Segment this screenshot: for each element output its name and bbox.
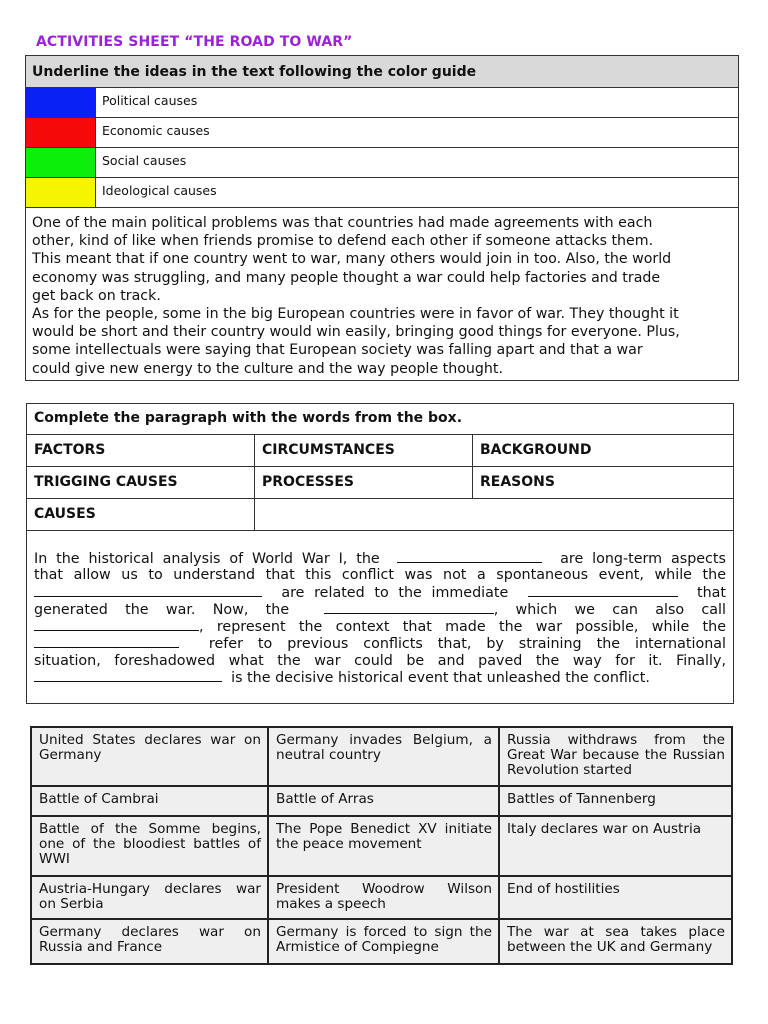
fill-blank[interactable] bbox=[324, 601, 494, 614]
para-line bbox=[34, 669, 726, 686]
word-box-heading: Complete the paragraph with the words from the box. bbox=[27, 404, 733, 435]
event-card[interactable]: Battle of Arras bbox=[269, 787, 500, 817]
color-guide-table bbox=[25, 55, 739, 381]
para-line bbox=[34, 567, 726, 583]
text-line: other, kind of like when friends promise to defend each other if someone attacks them. bbox=[32, 233, 654, 250]
guide-row-social bbox=[26, 148, 738, 178]
fill-blank[interactable] bbox=[528, 584, 678, 597]
event-card[interactable]: President Woodrow Wilson makes a speech bbox=[269, 877, 500, 920]
para-text: that allow us to understand that this conflict was not a spontaneous event, while the bbox=[34, 567, 726, 584]
word-row bbox=[27, 467, 733, 499]
para-text: In the historical analysis of World War I, the bbox=[34, 551, 380, 567]
word-cell: FACTORS bbox=[27, 435, 255, 466]
event-card[interactable]: Germany invades Belgium, a neutral country bbox=[269, 728, 500, 787]
para-line bbox=[34, 618, 726, 635]
guide-label: Economic causes bbox=[102, 123, 210, 138]
guide-label: Social causes bbox=[102, 153, 187, 168]
para-text: is the decisive historical event that unleashed the conflict. bbox=[231, 670, 650, 687]
text-line: could give new energy to the culture and the way people thought. bbox=[32, 360, 503, 377]
fill-in-paragraph bbox=[27, 531, 733, 686]
guide-row-economic bbox=[26, 118, 738, 148]
word-cell: REASONS bbox=[480, 474, 555, 490]
text-line: would be short and their country would win easily, bringing good things for everyone. Plus, bbox=[32, 324, 680, 341]
para-text: are related to the immediate bbox=[281, 584, 509, 601]
word-row bbox=[27, 435, 733, 467]
color-swatch-green bbox=[26, 148, 96, 177]
empty-word-cell bbox=[255, 499, 733, 530]
event-card[interactable]: Italy declares war on Austria bbox=[500, 817, 731, 877]
word-cell: TRIGGING CAUSES bbox=[27, 467, 255, 498]
guide-label: Political causes bbox=[102, 93, 198, 108]
guide-row-ideological bbox=[26, 178, 738, 208]
fill-blank[interactable] bbox=[34, 635, 179, 648]
fill-blank[interactable] bbox=[34, 618, 199, 631]
color-guide-heading: Underline the ideas in the text following the color guide bbox=[26, 56, 738, 88]
para-line bbox=[34, 584, 726, 601]
event-card[interactable]: End of hostilities bbox=[500, 877, 731, 920]
text-line: some intellectuals were saying that European society was falling apart and that a war bbox=[32, 342, 643, 359]
event-card[interactable]: United States declares war on Germany bbox=[32, 728, 269, 787]
events-grid bbox=[30, 726, 733, 965]
event-card[interactable]: Germany declares war on Russia and France bbox=[32, 920, 269, 963]
event-card[interactable]: The Pope Benedict XV initiate the peace movement bbox=[269, 817, 500, 877]
para-text: , which we can also call bbox=[493, 601, 726, 618]
event-card[interactable]: Battles of Tannenberg bbox=[500, 787, 731, 817]
sheet-title: ACTIVITIES SHEET “THE ROAD TO WAR” bbox=[36, 34, 353, 50]
text-line: economy was struggling, and many people thought a war could help factories and trade bbox=[32, 269, 661, 286]
para-line bbox=[34, 635, 726, 652]
para-text: refer to previous conflicts that, by straining the international bbox=[208, 636, 726, 653]
fill-blank[interactable] bbox=[34, 584, 262, 597]
reading-text bbox=[26, 208, 738, 378]
para-text: that bbox=[696, 584, 727, 601]
color-swatch-red bbox=[26, 118, 96, 147]
color-swatch-blue bbox=[26, 88, 96, 117]
event-card[interactable]: Germany is forced to sign the Armistice of Compiegne bbox=[269, 920, 500, 963]
para-text: generated the war. Now, the bbox=[34, 601, 290, 618]
word-cell: PROCESSES bbox=[255, 467, 473, 498]
para-text: situation, foreshadowed what the war could be and paved the way for it. Finally, bbox=[34, 652, 726, 669]
fill-blank[interactable] bbox=[397, 550, 542, 563]
word-cell: CAUSES bbox=[27, 499, 255, 530]
event-card[interactable]: Russia withdraws from the Great War because the Russian Revolution started bbox=[500, 728, 731, 787]
guide-row-political bbox=[26, 88, 738, 118]
para-line bbox=[34, 601, 726, 618]
guide-label: Ideological causes bbox=[102, 183, 217, 198]
text-line: One of the main political problems was that countries had made agreements with each bbox=[32, 215, 653, 231]
para-line bbox=[34, 550, 726, 567]
para-text: , represent the context that made the war possible, while the bbox=[199, 619, 726, 636]
para-text: are long-term aspects bbox=[560, 551, 726, 567]
para-line bbox=[34, 653, 726, 669]
word-box-exercise bbox=[26, 403, 734, 704]
text-line: As for the people, some in the big European countries were in favor of war. They thought it bbox=[32, 306, 679, 323]
fill-blank[interactable] bbox=[34, 669, 222, 682]
word-cell: CIRCUMSTANCES bbox=[255, 435, 473, 466]
text-line: This meant that if one country went to war, many others would join in too. Also, the world bbox=[32, 251, 672, 268]
color-swatch-yellow bbox=[26, 178, 96, 207]
text-line: get back on track. bbox=[32, 287, 161, 304]
word-row bbox=[27, 499, 733, 531]
event-card[interactable]: Battle of Cambrai bbox=[32, 787, 269, 817]
event-card[interactable]: Austria-Hungary declares war on Serbia bbox=[32, 877, 269, 920]
event-card[interactable]: The war at sea takes place between the UK and Germany bbox=[500, 920, 731, 963]
event-card[interactable]: Battle of the Somme begins, one of the bloodiest battles of WWI bbox=[32, 817, 269, 877]
word-cell: BACKGROUND bbox=[480, 442, 592, 458]
